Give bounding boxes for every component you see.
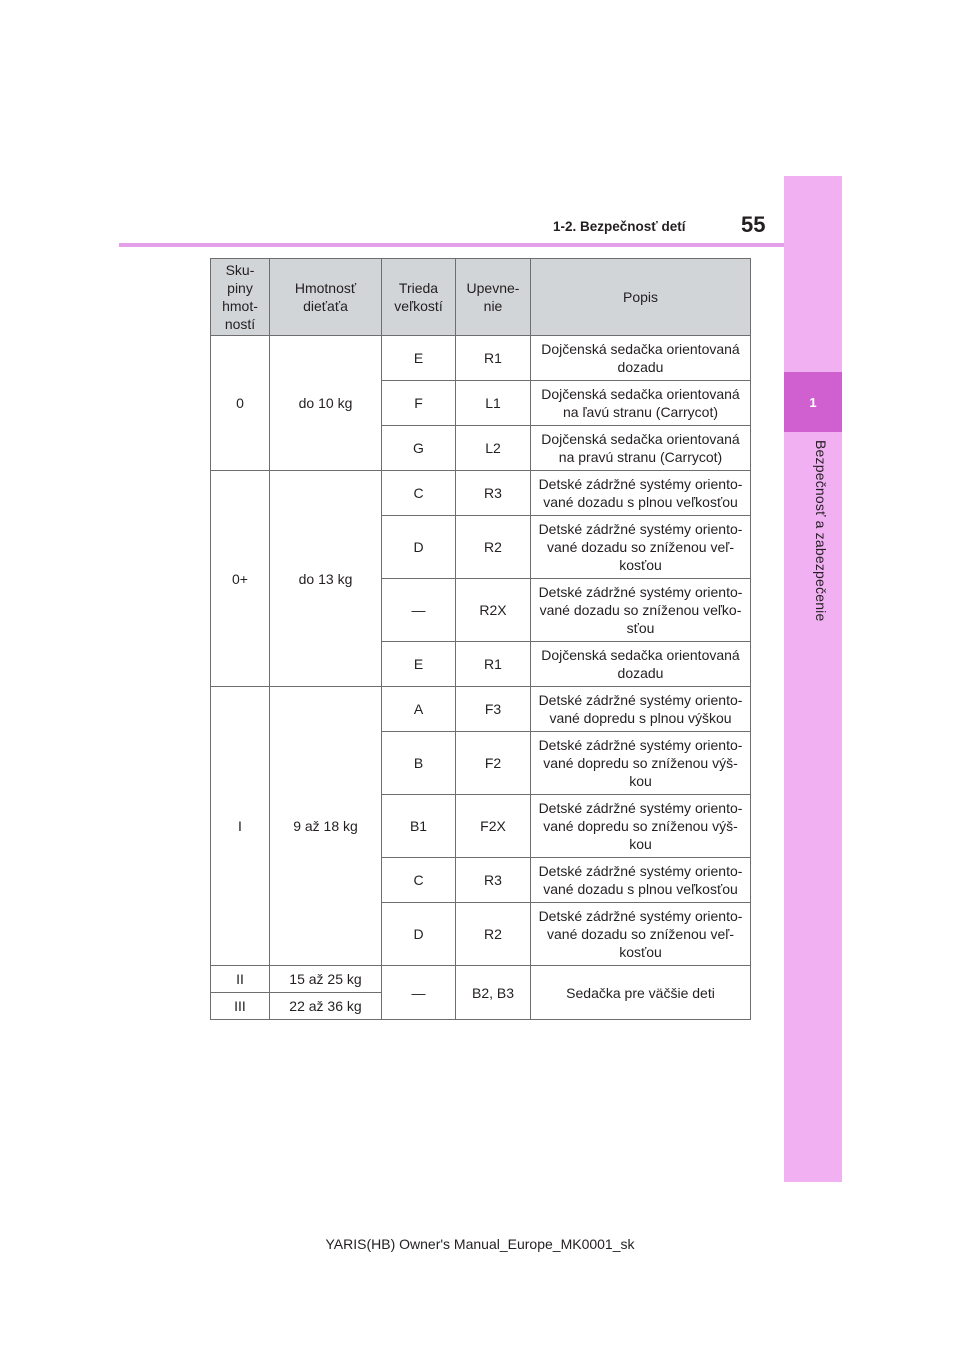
size-class-cell: C [382, 858, 456, 903]
size-class-cell: B1 [382, 795, 456, 858]
description-cell: Sedačka pre väčšie deti [531, 966, 751, 1020]
weight-cell: do 13 kg [270, 471, 382, 687]
size-class-cell: C [382, 471, 456, 516]
description-cell: Detské zádržné systémy oriento-vané dozadu s plnou veľkosťou [531, 858, 751, 903]
footer-manual-id: YARIS(HB) Owner's Manual_Europe_MK0001_sk [325, 1236, 635, 1252]
description-cell: Detské zádržné systémy oriento-vané dozadu so zníženou veľko-sťou [531, 579, 751, 642]
header-size-class: Trieda veľkostí [382, 259, 456, 336]
weight-cell: do 10 kg [270, 336, 382, 471]
fixture-cell: L2 [456, 426, 531, 471]
page-number: 55 [741, 212, 766, 237]
header-weight-group: Sku-piny hmot-ností [211, 259, 270, 336]
section-title: 1-2. Bezpečnosť detí [553, 219, 686, 234]
fixture-cell: R2X [456, 579, 531, 642]
fixture-cell: F2 [456, 732, 531, 795]
header-description: Popis [531, 259, 751, 336]
description-cell: Dojčenská sedačka orientovaná dozadu [531, 336, 751, 381]
fixture-cell: R3 [456, 471, 531, 516]
fixture-cell: R1 [456, 336, 531, 381]
description-cell: Detské zádržné systémy oriento-vané dopredu s plnou výškou [531, 687, 751, 732]
size-class-cell: F [382, 381, 456, 426]
weight-cell: 15 až 25 kg [270, 966, 382, 993]
size-class-cell: A [382, 687, 456, 732]
description-cell: Dojčenská sedačka orientovaná na pravú stranu (Carrycot) [531, 426, 751, 471]
fixture-cell: L1 [456, 381, 531, 426]
child-seat-table [210, 258, 751, 1020]
table-row [211, 687, 751, 732]
fixture-cell: F2X [456, 795, 531, 858]
size-class-cell: D [382, 903, 456, 966]
fixture-cell: F3 [456, 687, 531, 732]
chapter-side-tab [784, 176, 842, 1182]
fixture-cell: R1 [456, 642, 531, 687]
size-class-cell: B [382, 732, 456, 795]
description-cell: Detské zádržné systémy oriento-vané dozadu so zníženou veľ-kosťou [531, 516, 751, 579]
header-fixture: Upevne-nie [456, 259, 531, 336]
size-class-cell: G [382, 426, 456, 471]
chapter-title: Bezpečnosť a zabezpečenie [813, 440, 829, 622]
size-class-cell: D [382, 516, 456, 579]
fixture-cell: R3 [456, 858, 531, 903]
table-row [211, 966, 751, 993]
weight-cell: 22 až 36 kg [270, 993, 382, 1020]
fixture-cell: B2, B3 [456, 966, 531, 1020]
size-class-cell: — [382, 966, 456, 1020]
description-cell: Detské zádržné systémy oriento-vané dozadu so zníženou veľ-kosťou [531, 903, 751, 966]
header-divider [119, 243, 784, 247]
weight-cell: 9 až 18 kg [270, 687, 382, 966]
table-row [211, 471, 751, 516]
size-class-cell: E [382, 336, 456, 381]
description-cell: Dojčenská sedačka orientovaná na ľavú stranu (Carrycot) [531, 381, 751, 426]
group-cell: I [211, 687, 270, 966]
group-cell: 0 [211, 336, 270, 471]
size-class-cell: E [382, 642, 456, 687]
table-header-row [211, 259, 751, 336]
group-cell: 0+ [211, 471, 270, 687]
header-child-weight: Hmotnosť dieťaťa [270, 259, 382, 336]
fixture-cell: R2 [456, 516, 531, 579]
table-row [211, 336, 751, 381]
description-cell: Detské zádržné systémy oriento-vané dopredu so zníženou výš-kou [531, 795, 751, 858]
chapter-number-badge: 1 [784, 372, 842, 432]
group-cell: III [211, 993, 270, 1020]
group-cell: II [211, 966, 270, 993]
description-cell: Detské zádržné systémy oriento-vané dozadu s plnou veľkosťou [531, 471, 751, 516]
description-cell: Detské zádržné systémy oriento-vané dopredu so zníženou výš-kou [531, 732, 751, 795]
fixture-cell: R2 [456, 903, 531, 966]
size-class-cell: — [382, 579, 456, 642]
description-cell: Dojčenská sedačka orientovaná dozadu [531, 642, 751, 687]
